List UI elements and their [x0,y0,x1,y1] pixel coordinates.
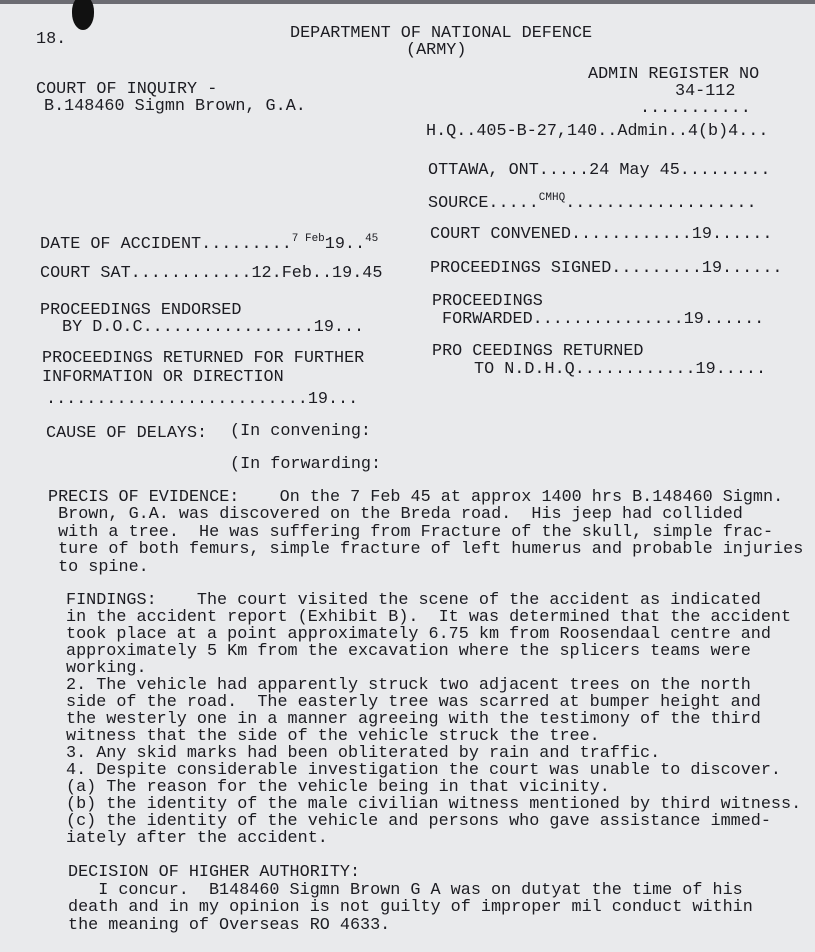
findings-line: 4. Despite considerable investigation the court was unable to discover. [66,761,781,780]
findings-line: in the accident report (Exhibit B). It was determined that the accident [66,608,792,627]
subject-line-2: B.148460 Sigmn Brown, G.A. [44,97,306,116]
decision-line: the meaning of Overseas RO 4633. [68,915,391,935]
proceedings-endorsed-line2: BY D.O.C.................19... [62,318,365,337]
proceedings-signed: PROCEEDINGS SIGNED.........19...... [430,259,783,278]
location-dots: ......... [679,161,771,180]
location-date: 24 May 45 [589,161,680,180]
proceedings-returned-line3: ..........................19... [46,390,359,409]
hq-admin-value: .4(b)4... [677,122,769,141]
proceedings-returned-ndhq-line1: PRO CEEDINGS RETURNED [432,342,644,361]
date-of-accident-year-prefix: 19.. [324,235,366,254]
hq-file: 405-B-27,140 [476,122,598,141]
court-sat-value: 12.Feb..19.45 [251,264,383,283]
decision-line: I concur. B148460 Sigmn Brown G A was on dutyat the time of his [68,880,743,900]
location-line [428,163,770,179]
court-sat [40,266,382,282]
date-of-accident-day: 7 Feb [291,233,325,245]
findings-line: side of the road. The easterly tree was scarred at bumper height and [66,693,761,712]
cause-forwarding: (In forwarding: [230,455,382,474]
findings-line: the westerly one in a manner agreeing with the testimony of the third [66,710,761,729]
proceedings-endorsed-line1: PROCEEDINGS ENDORSED [40,301,242,320]
hq-admin: Admin. [617,122,678,141]
findings-line: iately after the accident. [66,829,328,848]
source-line [428,192,757,213]
cause-forwarding-text: In forwarding: [240,455,382,474]
subject-line-1: COURT OF INQUIRY - [36,80,218,99]
court-convened: COURT CONVENED............19...... [430,225,773,244]
precis-line: Brown, G.A. was discovered on the Breda road. His jeep had collided [48,505,743,525]
findings-line: working. [66,659,147,678]
hq-label: H.Q.. [426,122,477,141]
date-of-accident-label: DATE OF ACCIDENT......... [40,235,292,254]
admin-register-dots: ........... [640,99,751,118]
source-value: CMHQ [538,192,566,204]
punch-hole [72,0,94,30]
precis-line: PRECIS OF EVIDENCE: On the 7 Feb 45 at approx 1400 hrs B.148460 Sigmn. [48,488,784,507]
cause-of-delays-label: CAUSE OF DELAYS: [46,424,208,443]
court-sat-label: COURT SAT............ [40,264,252,283]
decision-line: death and in my opinion is not guilty of improper mil conduct within [68,898,753,917]
findings-line: (a) The reason for the vehicle being in that vicinity. [66,778,610,797]
findings-line: approximately 5 Km from the excavation where the splicers teams were [66,642,751,661]
proceedings-returned-ndhq-line2: TO N.D.H.Q............19..... [474,360,767,379]
source-label: SOURCE..... [428,194,539,213]
document-title: DEPARTMENT OF NATIONAL DEFENCE [290,24,593,43]
findings-line: FINDINGS: The court visited the scene of the accident as indicated [66,591,761,610]
admin-register-label: ADMIN REGISTER NO [588,65,760,84]
proceedings-returned-line2: INFORMATION OR DIRECTION [42,368,284,387]
findings-line: (c) the identity of the vehicle and persons who gave assistance immed- [66,812,771,831]
date-of-accident-year: 45 [365,233,379,245]
decision-line: DECISION OF HIGHER AUTHORITY: [68,863,361,882]
scan-edge [0,0,815,4]
findings-line: witness that the side of the vehicle struck the tree. [66,727,600,746]
precis-line: to spine. [48,557,149,577]
source-dots: ................... [565,194,757,213]
proceedings-forwarded-line2: FORWARDED...............19...... [442,310,765,329]
admin-register-value: 34-112 [675,82,736,101]
findings-line: 2. The vehicle had apparently struck two adjacent trees on the north [66,676,751,695]
hq-reference [426,124,768,140]
precis-line: with a tree. He was suffering from Fracture of the skull, simple frac- [48,522,774,542]
findings-line: (b) the identity of the male civilian witness mentioned by third witness. [66,795,802,814]
proceedings-returned-line1: PROCEEDINGS RETURNED FOR FURTHER [42,349,365,368]
findings-line: took place at a point approximately 6.75 km from Roosendaal centre and [66,625,771,644]
precis-line: ture of both femurs, simple fracture of left humerus and probable injuries [48,540,804,560]
hq-sep: .. [597,122,618,141]
findings-line: 3. Any skid marks had been obliterated by rain and traffic. [66,744,661,763]
location-label: OTTAWA, ONT..... [428,161,590,180]
document-subtitle: (ARMY) [406,41,467,60]
proceedings-forwarded-line1: PROCEEDINGS [432,292,543,311]
page-number: 18. [36,30,67,49]
date-of-accident [40,233,379,254]
cause-convening: (In convening: [230,422,371,441]
